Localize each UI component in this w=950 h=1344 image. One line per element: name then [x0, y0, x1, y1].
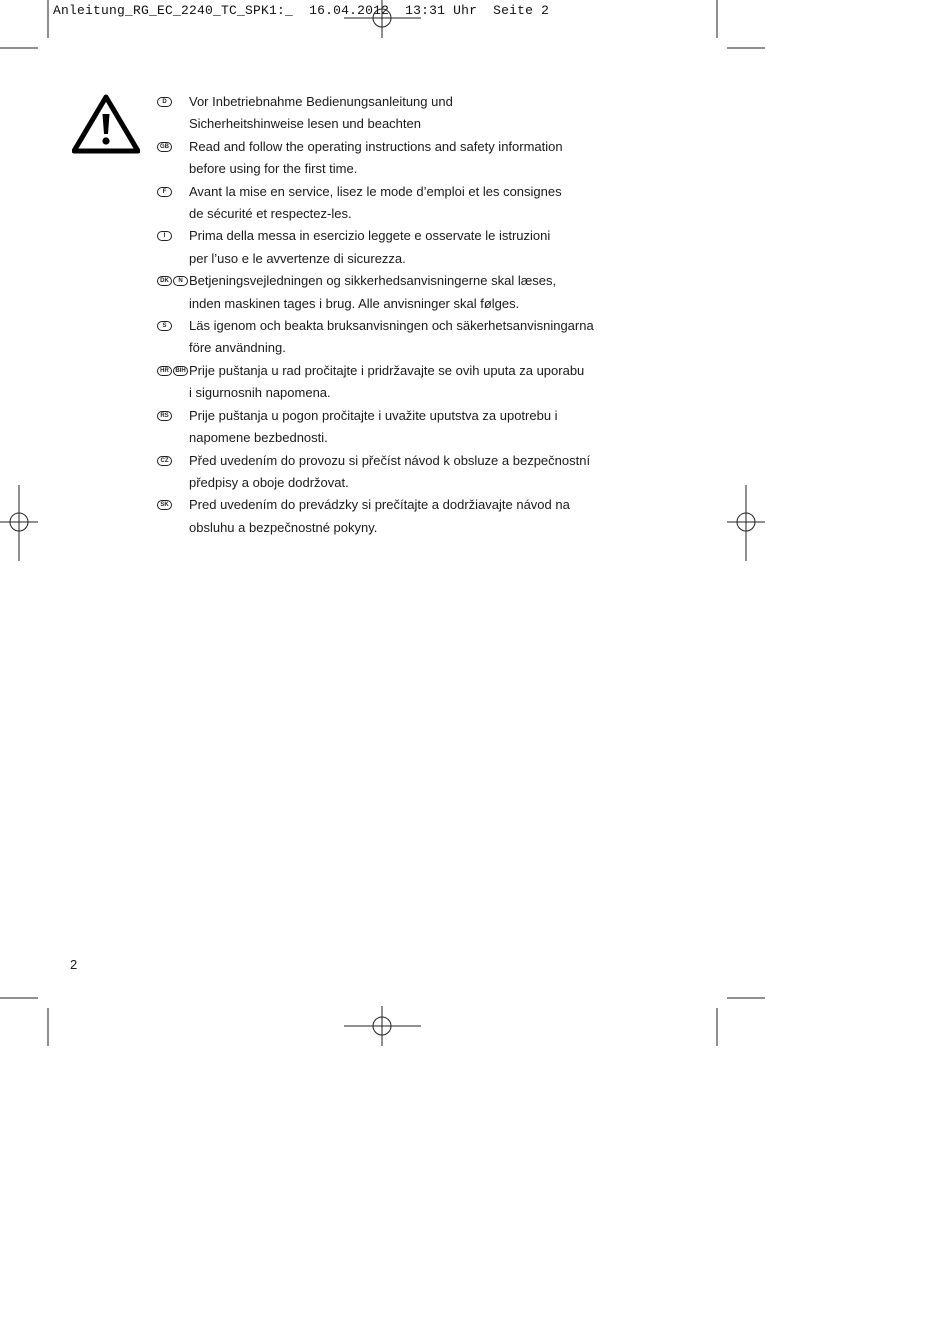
- notice-line: per l’uso e le avvertenze di sicurezza.: [189, 250, 406, 266]
- safety-notice-list: [157, 91, 607, 539]
- notice-entry: [157, 450, 607, 495]
- language-code: N: [173, 276, 188, 286]
- notice-text: [189, 494, 607, 539]
- language-code-badge: [157, 450, 189, 466]
- notice-line: de sécurité et respectez-les.: [189, 206, 352, 222]
- language-code-badge: [157, 225, 189, 241]
- language-code: GB: [157, 142, 172, 152]
- notice-line: Betjeningsvejledningen og sikkerhedsanvisningerne skal læses,: [189, 273, 557, 289]
- language-code: RS: [157, 411, 172, 421]
- language-code-badge: [157, 270, 189, 286]
- notice-line: Před uvedením do provozu si přečíst návod k obsluze a bezpečnostní: [189, 452, 591, 468]
- notice-line: Läs igenom och beakta bruksanvisningen och säkerhetsanvisningarna: [189, 318, 594, 334]
- notice-text: [189, 91, 607, 136]
- notice-entry: [157, 405, 607, 450]
- notice-line: Read and follow the operating instructions and safety information: [189, 138, 563, 154]
- language-code: F: [157, 187, 172, 197]
- notice-line: Avant la mise en service, lisez le mode d’emploi et les consignes: [189, 183, 562, 199]
- notice-entry: [157, 494, 607, 539]
- notice-line: napomene bezbednosti.: [189, 430, 328, 446]
- notice-text: [189, 405, 607, 450]
- notice-line: Prije puštanja u rad pročitajte i pridržavajte se ovih uputa za uporabu: [189, 362, 585, 378]
- notice-text: [189, 270, 607, 315]
- language-code-badge: [157, 494, 189, 510]
- notice-line: obsluhu a bezpečnostné pokyny.: [189, 519, 378, 535]
- page-number: 2: [70, 957, 78, 972]
- language-code: S: [157, 321, 172, 331]
- language-code-badge: [157, 360, 189, 376]
- notice-line: before using for the first time.: [189, 161, 358, 177]
- header-time: 13:31 Uhr: [405, 3, 478, 18]
- notice-line: Prije puštanja u pogon pročitajte i uvažite uputstva za upotrebu i: [189, 407, 558, 423]
- language-code-badge: [157, 405, 189, 421]
- notice-text: [189, 136, 607, 181]
- notice-line: Pred uvedením do prevádzky si prečítajte a dodržiavajte návod na: [189, 497, 570, 513]
- language-code: DK: [157, 276, 172, 286]
- language-code-badge: [157, 91, 189, 107]
- notice-text: [189, 450, 607, 495]
- notice-line: Prima della messa in esercizio leggete e osservate le istruzioni: [189, 228, 551, 244]
- language-code: D: [157, 97, 172, 107]
- notice-entry: [157, 315, 607, 360]
- notice-line: Vor Inbetriebnahme Bedienungsanleitung und: [189, 94, 453, 109]
- language-code-badge: [157, 315, 189, 331]
- notice-entry: [157, 136, 607, 181]
- warning-triangle-icon: [72, 94, 140, 154]
- header-page-label: Seite 2: [493, 3, 550, 18]
- notice-text: [189, 360, 607, 405]
- notice-text: [189, 181, 607, 226]
- notice-line: före användning.: [189, 340, 286, 356]
- language-code: I: [157, 231, 172, 241]
- notice-entry: [157, 225, 607, 270]
- notice-entry: [157, 360, 607, 405]
- notice-text: [189, 225, 607, 270]
- language-code-badge: [157, 136, 189, 152]
- notice-line: Sicherheitshinweise lesen und beachten: [189, 116, 421, 132]
- language-code-badge: [157, 181, 189, 197]
- header-filename: Anleitung_RG_EC_2240_TC_SPK1:_: [53, 3, 294, 18]
- notice-entry: [157, 181, 607, 226]
- header-date: 16.04.2012: [309, 3, 390, 18]
- language-code: HR: [157, 366, 172, 376]
- notice-line: inden maskinen tages i brug. Alle anvisninger skal følges.: [189, 295, 520, 311]
- notice-text: [189, 315, 607, 360]
- language-code: BIH: [173, 366, 188, 376]
- notice-line: předpisy a oboje dodržovat.: [189, 474, 349, 490]
- language-code: SK: [157, 500, 172, 510]
- notice-entry: [157, 270, 607, 315]
- notice-line: i sigurnosnih napomena.: [189, 385, 331, 401]
- language-code: CZ: [157, 456, 172, 466]
- notice-entry: [157, 91, 607, 136]
